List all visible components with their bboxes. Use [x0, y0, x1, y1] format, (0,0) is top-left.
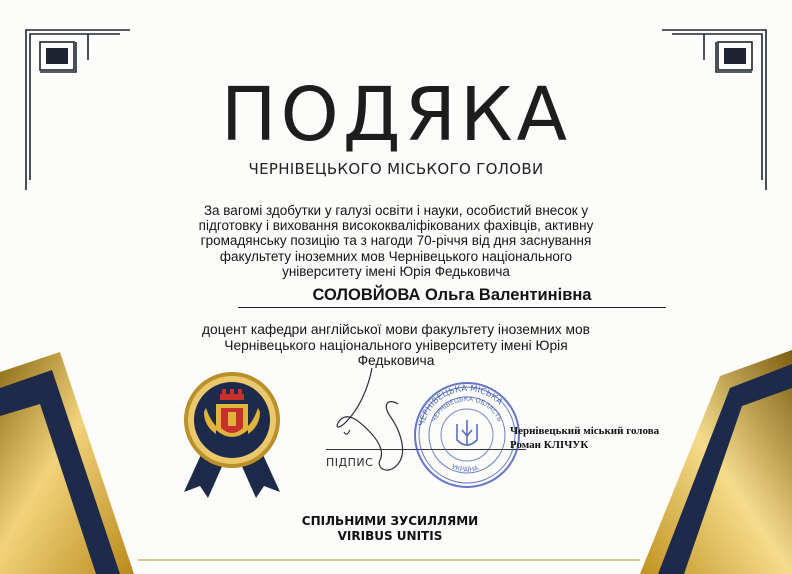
- official-signature-block: [510, 424, 659, 452]
- trident-icon: [457, 420, 477, 446]
- official-title: Чернівецький міський голова: [510, 425, 660, 437]
- svg-text:УКРАЇНА: [451, 463, 480, 474]
- motto-line-latin: VIRIBUS UNITIS: [337, 529, 443, 543]
- position-line: доцент кафедри англійської мови факультету іноземних мов: [201, 322, 591, 337]
- citation-line: За вагомі здобутки у галузі освіти і науки, особистий внесок у: [203, 203, 589, 218]
- official-stamp: [412, 380, 522, 490]
- citation-line: підготовку і виховання висококваліфікованих фахівців, активну: [198, 218, 594, 234]
- position-line: Федьковича: [357, 353, 435, 368]
- citation-text: [150, 203, 642, 279]
- citation-line: університету імені Юрія Федьковича: [282, 263, 510, 279]
- citation-line: факультету іноземних мов Чернівецького національного: [219, 248, 573, 264]
- stamp-inner-text: ЧЕРНІВЕЦЬКА ОБЛАСТЬ: [429, 394, 504, 424]
- stamp-outer-text: ЧЕРНІВЕЦЬКА МІСЬКА: [416, 383, 505, 428]
- recipient-name: СОЛОВЙОВА Ольга Валентинівна: [238, 286, 666, 308]
- signature-label: ПІДПИС: [326, 456, 374, 469]
- motto: [300, 514, 480, 544]
- stamp-bottom-text: УКРАЇНА: [450, 462, 480, 474]
- city-emblem-medal: [176, 368, 288, 500]
- citation-line: громадянську позицію та з нагоди 70-річчя від дня заснування: [200, 233, 592, 249]
- official-name: Роман КЛІЧУК: [510, 439, 589, 451]
- certificate-subtitle: ЧЕРНІВЕЦЬКОГО МІСЬКОГО ГОЛОВИ: [248, 160, 544, 178]
- position-line: Чернівецького національного університету імені Юрія: [224, 337, 568, 353]
- certificate-title: ПОДЯКА: [220, 72, 572, 158]
- motto-line-ukrainian: СПІЛЬНИМИ ЗУСИЛЛЯМИ: [301, 514, 479, 528]
